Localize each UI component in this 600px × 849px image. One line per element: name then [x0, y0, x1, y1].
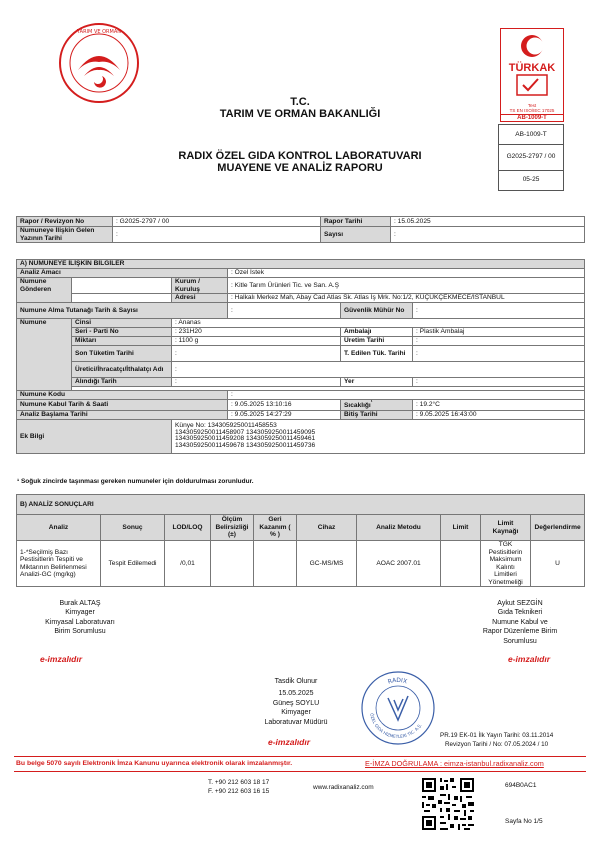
- end-label: Bitiş Tarihi: [341, 410, 413, 419]
- col-header: Değerlendirme: [531, 515, 585, 541]
- result-cell: [441, 541, 481, 587]
- extra-label: Ek Bilgi: [17, 419, 172, 453]
- place-label: Yer: [341, 378, 413, 387]
- report-meta-table: Rapor / Revizyon No : G2025-2797 / 00 Rapor Tarihi : 15.05.2025 Numuneye İlişkin Gelen Yazının Tarihi : Sayısı :: [16, 216, 585, 243]
- temp-value: 19.2°C: [419, 401, 440, 409]
- institution-label: Kurum / Kuruluş: [172, 278, 228, 294]
- result-cell: AOAC 2007.01: [357, 541, 441, 587]
- center-esign: e-imzalıdır: [268, 737, 311, 747]
- phone-number: T. +90 212 603 18 17: [208, 779, 270, 786]
- seal-label: Güvenlik Mühür No: [341, 303, 413, 319]
- form-number: PR.19 EK-01 İlk Yayın Tarihi: 03.11.2014: [440, 732, 554, 739]
- result-cell: 1-*Seçilmiş Bazı Pestisitlerin Tespiti ve Miktarının Belirlenmesi Analizi-GC (mg/kg): [17, 541, 101, 587]
- col-header: LOD/LOQ: [165, 515, 211, 541]
- expiry-label: Son Tüketim Tarihi: [72, 346, 172, 362]
- turkak-box-1: AB-1009-T: [498, 124, 564, 145]
- turkak-standard: Test TS EN ISO/IEC 17025: [509, 103, 555, 113]
- result-cell: [254, 541, 297, 587]
- col-header: Analiz: [17, 515, 101, 541]
- lot-value: 231H20: [178, 328, 202, 336]
- lot-label: Seri - Parti No: [72, 328, 172, 337]
- turkak-code: AB-1009-T: [501, 114, 563, 121]
- arrival-label: Numuneye İlişkin Gelen Yazının Tarihi: [17, 227, 113, 243]
- tc-title: T.C.: [290, 96, 310, 108]
- result-cell: TGK Pestisitlerin Maksimum Kalıntı Limitleri Yönetmeliği: [481, 541, 531, 587]
- right-esign: e-imzalıdır: [508, 654, 551, 664]
- footer-divider-2: [14, 771, 586, 772]
- qr-code-icon: [420, 776, 476, 832]
- section-b-title: B) ANALİZ SONUÇLARI: [17, 495, 585, 515]
- col-header: Cihaz: [297, 515, 357, 541]
- rev-value: G2025-2797 / 00: [119, 217, 170, 225]
- producer-label: Üretici/İhracatçı/İthalatçı Adı: [72, 362, 172, 378]
- report-date-tutanak-label: Numune Alma Tutanağı Tarih & Sayısı: [17, 303, 228, 319]
- center-signature: Tasdik Olunur 15.05.2025 Güneş SOYLU Kimyager Laboratuvar Müdürü: [264, 678, 328, 726]
- turkak-box-2: G2025-2797 / 00: [498, 143, 564, 171]
- results-table: [16, 494, 585, 587]
- left-signature: Burak ALTAŞ Kimyager Kimyasal Laboratuvarı Birim Sorumlusu: [45, 600, 115, 636]
- extra-line: 1343059250011459678 1343059250011459736: [175, 442, 316, 450]
- fax-number: F. +90 212 603 16 15: [208, 788, 270, 795]
- extra-line: Künye No: 1343059250011458553: [175, 421, 277, 429]
- report-date-value: 15.05.2025: [397, 217, 431, 225]
- result-cell: Tespit Edilemedi: [101, 541, 165, 587]
- page-number: Sayfa No 1/5: [505, 818, 543, 825]
- ministry-title: TARIM VE ORMAN BAKANLIĞI: [219, 108, 381, 120]
- extra-line: 1343059250011459208 1343059250011459461: [175, 435, 316, 443]
- count-label: Sayısı: [321, 227, 391, 243]
- lab-title: RADIX ÖZEL GIDA KONTROL LABORATUVARI: [178, 150, 422, 162]
- form-revision: Revizyon Tarihi / No: 07.05.2024 / 10: [445, 741, 549, 748]
- sender-label: Numune Gönderen: [17, 278, 72, 303]
- footer-divider: [14, 756, 586, 757]
- result-cell: /0,01: [165, 541, 211, 587]
- turkak-box-3: 05-25: [498, 170, 564, 191]
- type-label: Cinsi: [72, 319, 172, 328]
- svg-text:TARIM VE ORMAN: TARIM VE ORMAN: [77, 29, 121, 35]
- svg-text:TÜRKAK: TÜRKAK: [508, 62, 556, 74]
- extra-line: 1343059250011458907 1343059250011459095: [175, 428, 316, 436]
- result-cell: U: [531, 541, 585, 587]
- result-cell: [211, 541, 254, 587]
- verify-link[interactable]: E-İMZA DOĞRULAMA : eimza-istanbul.radixanaliz.com: [365, 759, 544, 768]
- website-link[interactable]: www.radixanaliz.com: [313, 784, 374, 791]
- pack-value: Plastik Ambalaj: [419, 328, 465, 336]
- prod-label: Üretim Tarihi: [341, 337, 413, 346]
- radix-stamp-icon: [360, 670, 436, 746]
- end-value: 9.05.2025 16:43:00: [419, 411, 477, 419]
- pack-label: Ambalajı: [341, 328, 413, 337]
- result-cell: GC-MS/MS: [297, 541, 357, 587]
- numune-label: Numune: [17, 319, 72, 391]
- start-label: Analiz Başlama Tarihi: [17, 410, 228, 419]
- amount-value: 1100 g: [178, 337, 199, 345]
- col-header: Limit: [441, 515, 481, 541]
- purpose-label: Analiz Amacı: [17, 269, 228, 278]
- type-value: Ananas: [178, 319, 201, 327]
- sample-info-table: A) NUMUNEYE İLİŞKİN BİLGİLER Analiz Amacı : Özel İstek Numune Gönderen Kurum / Kuruluş : Kitle Tarım Ürünleri Tic. ve San. A.Ş Adresi : Halkalı Merkez Mah, Abay Cad Atlas Sk. Atlas İş Mrk. No:1/2, KÜÇÜKÇEKMECE/İSTANBUL Numune Alma Tutanağı Tarih & Sayısı : Güvenlik Mühür No : Numune Cinsi : Ananas Seri - Parti No : 231H20 Ambalajı : Plastik Ambalaj Miktarı : 1100 g Üretim Tarihi : Son Tüketim Tarihi : T. Edilen Tük. Tarihi : Üretici/İhracatçı/İthalatçı Adı : Alındığı Tarih : Yer : Numune Kodu : Numune Kabul Tarih & Saati : 9.05.2025 13:10:16 Sıcaklığı$^{^1}$ : 19.2°C Analiz Başlama Tarihi : 9.05.2025 14:27:29 Bitiş Tarihi : 9.05.2025 16:43:00 Ek Bilgi Künye No: 1343059250011458553 1343059250011458907 1343059250011459095 1343059250011459208 1343059250011459461 1343059250011459678 1343059250011459736: [16, 259, 585, 454]
- temp-label: Sıcaklığı: [344, 402, 371, 410]
- right-signature: Aykut SEZGİN Gıda Teknikeri Numune Kabul ve Rapor Düzenleme Birim Sorumlusu: [482, 600, 558, 645]
- cold-chain-footnote: ¹ Soğuk zincirde taşınması gereken numuneler için doldurulması zorunludur.: [17, 478, 254, 485]
- code-label: Numune Kodu: [17, 391, 228, 400]
- col-header: Ölçüm Belirsizliği (±): [211, 515, 254, 541]
- ministry-logo-icon: [58, 22, 140, 104]
- rev-label: Rapor / Revizyon No: [17, 217, 113, 227]
- receipt-value: 9.05.2025 13:10:16: [234, 401, 292, 409]
- amount-label: Miktarı: [72, 337, 172, 346]
- section-a-title: A) NUMUNEYE İLİŞKİN BİLGİLER: [17, 260, 585, 269]
- report-title: MUAYENE VE ANALİZ RAPORU: [217, 162, 383, 174]
- receipt-label: Numune Kabul Tarih & Saati: [17, 400, 228, 411]
- table-row: [17, 541, 585, 587]
- col-header: Geri Kazanım ( % ): [254, 515, 297, 541]
- col-header: Limit Kaynağı: [481, 515, 531, 541]
- col-header: Analiz Metodu: [357, 515, 441, 541]
- report-date-label: Rapor Tarihi: [321, 217, 391, 227]
- institution-value: Kitle Tarım Ürünleri Tic. ve San. A.Ş: [234, 281, 339, 289]
- start-value: 9.05.2025 14:27:29: [234, 411, 292, 419]
- address-label: Adresi: [172, 294, 228, 303]
- svg-text:RADIX: RADIX: [387, 676, 408, 686]
- doc-code: 694B0AC1: [505, 782, 537, 789]
- pickup-label: Alındığı Tarih: [72, 378, 172, 387]
- legal-notice: Bu belge 5070 sayılı Elektronik İmza Kanunu uyarınca elektronik olarak imzalanmıştır.: [16, 760, 293, 767]
- svg-text:ÖZEL GIDA HİZMETLERİ TİC. A.Ş.: ÖZEL GIDA HİZMETLERİ TİC. A.Ş.: [369, 712, 423, 740]
- left-esign: e-imzalıdır: [40, 654, 83, 664]
- edilen-label: T. Edilen Tük. Tarihi: [341, 346, 413, 362]
- col-header: Sonuç: [101, 515, 165, 541]
- address-value: Halkalı Merkez Mah, Abay Cad Atlas Sk. Atlas İş Mrk. No:1/2, KÜÇÜKÇEKMECE/İSTANBUL: [234, 294, 505, 302]
- purpose-value: Özel İstek: [234, 269, 264, 277]
